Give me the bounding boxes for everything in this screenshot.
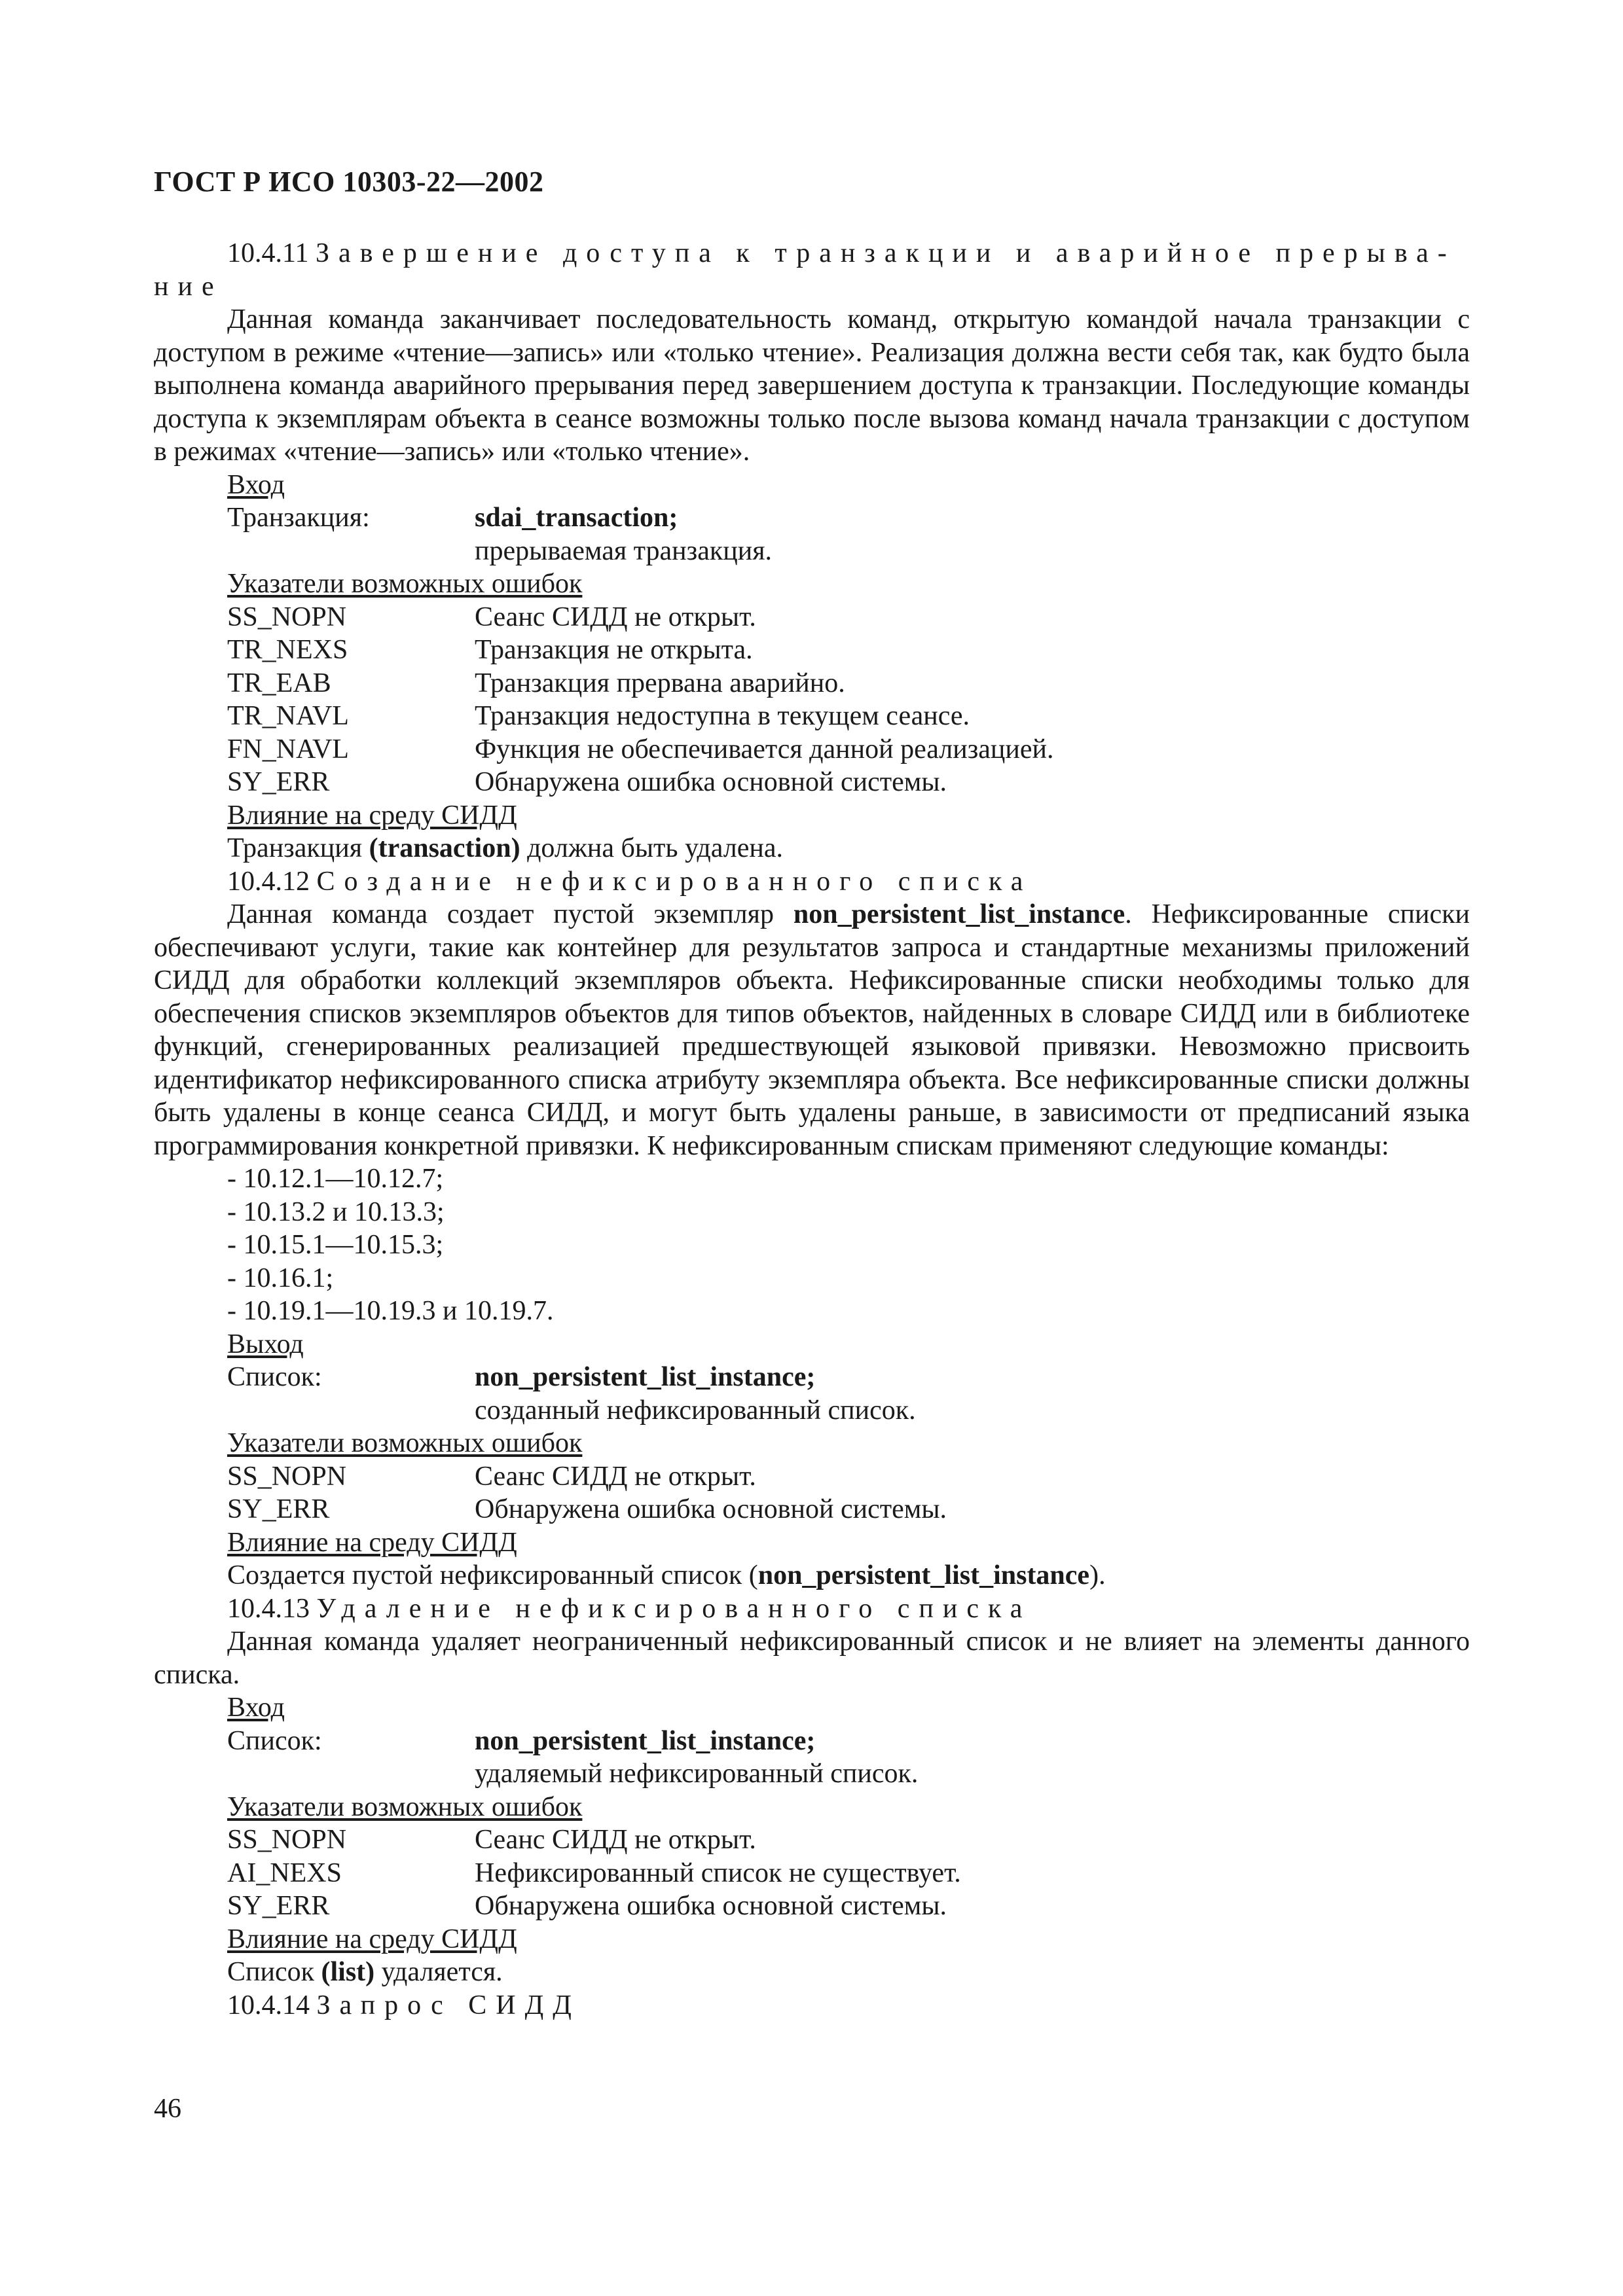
error-text: Сеанс СИДД не открыт. [475, 1461, 756, 1492]
errors-label [154, 1427, 1470, 1460]
section-number: 10.4.11 [227, 238, 309, 268]
section-heading-10-4-13 [154, 1592, 1470, 1626]
section-title: Завершение доступа к транзакции и аварийное прерыва- [315, 238, 1456, 268]
input-label [154, 469, 1470, 502]
effect-bold: (transaction) [369, 833, 520, 863]
error-code: SS_NOPN [227, 1461, 347, 1492]
effect-bold: (list) [321, 1957, 375, 1987]
input-label-text: Вход [227, 1693, 285, 1723]
page-header: ГОСТ Р ИСО 10303-22—2002 [154, 166, 544, 198]
section-number: 10.4.12 [227, 866, 310, 897]
effect-text [154, 832, 1470, 865]
document-page [154, 0, 1470, 2296]
error-row [154, 634, 1470, 667]
param-desc: удаляемый нефиксированный список. [475, 1759, 919, 1789]
error-text: Обнаружена ошибка основной системы. [475, 767, 947, 797]
section-title: Запрос СИДД [316, 1990, 581, 2020]
section-title: Создание нефиксированного списка [316, 866, 1032, 897]
input-label-text: Вход [227, 469, 285, 500]
output-label-text: Выход [227, 1329, 304, 1359]
error-text: Транзакция не открыта. [475, 635, 753, 665]
error-code: TR_EAB [227, 668, 331, 698]
error-row [154, 1857, 1470, 1890]
errors-label-text: Указатели возможных ошибок [227, 1791, 583, 1822]
effect-text [154, 1559, 1470, 1592]
para-pre: Данная команда создает пустой экземпляр [227, 899, 793, 929]
section-title-continuation [154, 270, 1470, 304]
errors-label [154, 1791, 1470, 1824]
param-row [154, 1725, 1470, 1758]
errors-label-text: Указатели возможных ошибок [227, 569, 583, 599]
para-bold: non_persistent_list_instance [793, 899, 1125, 929]
error-code: SY_ERR [227, 1891, 330, 1921]
page-number: 46 [154, 2094, 181, 2124]
param-row [154, 1361, 1470, 1394]
error-row [154, 601, 1470, 634]
error-row [154, 766, 1470, 799]
error-text: Транзакция недоступна в текущем сеансе. [475, 701, 970, 731]
command-item: - 10.19.1—10.19.3 и 10.19.7. [227, 1296, 554, 1326]
effect-pre: Список [227, 1957, 321, 1987]
output-label [154, 1328, 1470, 1361]
param-name: Транзакция: [227, 503, 370, 533]
input-label [154, 1691, 1470, 1725]
error-text: Обнаружена ошибка основной системы. [475, 1891, 947, 1921]
error-code: SS_NOPN [227, 1825, 347, 1855]
param-row [154, 501, 1470, 535]
section-number: 10.4.13 [227, 1593, 310, 1624]
section-number: 10.4.14 [227, 1990, 310, 2020]
effect-label [154, 799, 1470, 833]
paragraph: Данная команда заканчивает последовательность команд, открытую командой начала транзакции с доступом в режиме «чтение—запись» или «только чтение». Реализация должна вести себя так, как будто была выполнена команда аварийного прерывания перед завершением доступа к транзакции. Последующие команды доступа к экземплярам объекта в сеансе возможны только после вызова команд начала транзакции с доступом в режимах «чтение—запись» или «только чтение». [154, 304, 1470, 467]
errors-label-text: Указатели возможных ошибок [227, 1428, 583, 1458]
param-name: Список: [227, 1362, 322, 1392]
command-item: - 10.13.2 и 10.13.3; [227, 1196, 445, 1227]
effect-text [154, 1956, 1470, 1989]
command-item: - 10.15.1—10.15.3; [227, 1230, 444, 1260]
error-row [154, 667, 1470, 700]
error-code: TR_NAVL [227, 701, 349, 731]
errors-label [154, 567, 1470, 601]
effect-post: удаляется. [374, 1957, 503, 1987]
effect-post: должна быть удалена. [520, 833, 784, 863]
page-content [154, 237, 1470, 2022]
paragraph: Данная команда удаляет неограниченный нефиксированный список и не влияет на элементы данного списка. [154, 1626, 1470, 1690]
error-row [154, 1823, 1470, 1857]
effect-label-text: Влияние на среду СИДД [227, 1527, 517, 1558]
error-row [154, 1460, 1470, 1494]
effect-pre: Транзакция [227, 833, 369, 863]
section-heading-10-4-12 [154, 865, 1470, 899]
para-post: . Нефиксированные списки обеспечивают услуги, такие как контейнер для результатов запроса и стандартные механизмы приложений СИДД для обработки коллекций экземпляров объекта. Нефиксированные списки необходимы только для обеспечения списков экземпляров объектов для типов объектов, найденных в словаре СИДД или в библиотеке функций, сгенерированных реализацией предшествующей языковой привязки. Невозможно присвоить идентификатор нефиксированного списка атрибуту экземпляра объекта. Все нефиксированные списки должны быть удалены в конце сеанса СИДД, и могут быть удалены раньше, в зависимости от предписаний языка программирования конкретной привязки. К нефиксированным спискам применяют следующие команды: [154, 899, 1470, 1161]
effect-label [154, 1923, 1470, 1956]
effect-label [154, 1526, 1470, 1560]
error-row [154, 700, 1470, 733]
param-desc: созданный нефиксированный список. [475, 1395, 916, 1426]
param-desc: прерываемая транзакция. [475, 535, 773, 566]
error-row [154, 733, 1470, 766]
error-text: Сеанс СИДД не открыт. [475, 601, 756, 632]
error-code: SY_ERR [227, 767, 330, 797]
error-text: Функция не обеспечивается данной реализацией. [475, 734, 1054, 764]
effect-post: ). [1089, 1560, 1106, 1590]
effect-pre: Создается пустой нефиксированный список ( [227, 1560, 758, 1590]
command-item: - 10.16.1; [227, 1263, 334, 1293]
error-code: SY_ERR [227, 1494, 330, 1524]
error-text: Обнаружена ошибка основной системы. [475, 1494, 947, 1524]
error-code: TR_NEXS [227, 635, 348, 665]
error-text: Сеанс СИДД не открыт. [475, 1825, 756, 1855]
error-row [154, 1890, 1470, 1923]
param-name: Список: [227, 1725, 322, 1756]
effect-label-text: Влияние на среду СИДД [227, 1924, 517, 1954]
param-type: non_persistent_list_instance; [475, 1725, 816, 1756]
effect-bold: non_persistent_list_instance [757, 1560, 1090, 1590]
error-code: SS_NOPN [227, 601, 347, 632]
section-title-line2: ние [154, 271, 223, 302]
section-heading-10-4-11 [154, 237, 1470, 270]
param-type: non_persistent_list_instance; [475, 1362, 816, 1392]
command-item: - 10.12.1—10.12.7; [227, 1164, 444, 1194]
section-heading-10-4-14 [154, 1989, 1470, 2022]
error-code: AI_NEXS [227, 1857, 342, 1888]
param-type: sdai_transaction; [475, 503, 678, 533]
paragraph [154, 898, 1470, 1162]
error-row [154, 1493, 1470, 1526]
error-text: Транзакция прервана аварийно. [475, 668, 845, 698]
effect-label-text: Влияние на среду СИДД [227, 800, 517, 831]
error-text: Нефиксированный список не существует. [475, 1857, 961, 1888]
error-code: FN_NAVL [227, 734, 349, 764]
section-title: Удаление нефиксированного списка [316, 1593, 1032, 1624]
